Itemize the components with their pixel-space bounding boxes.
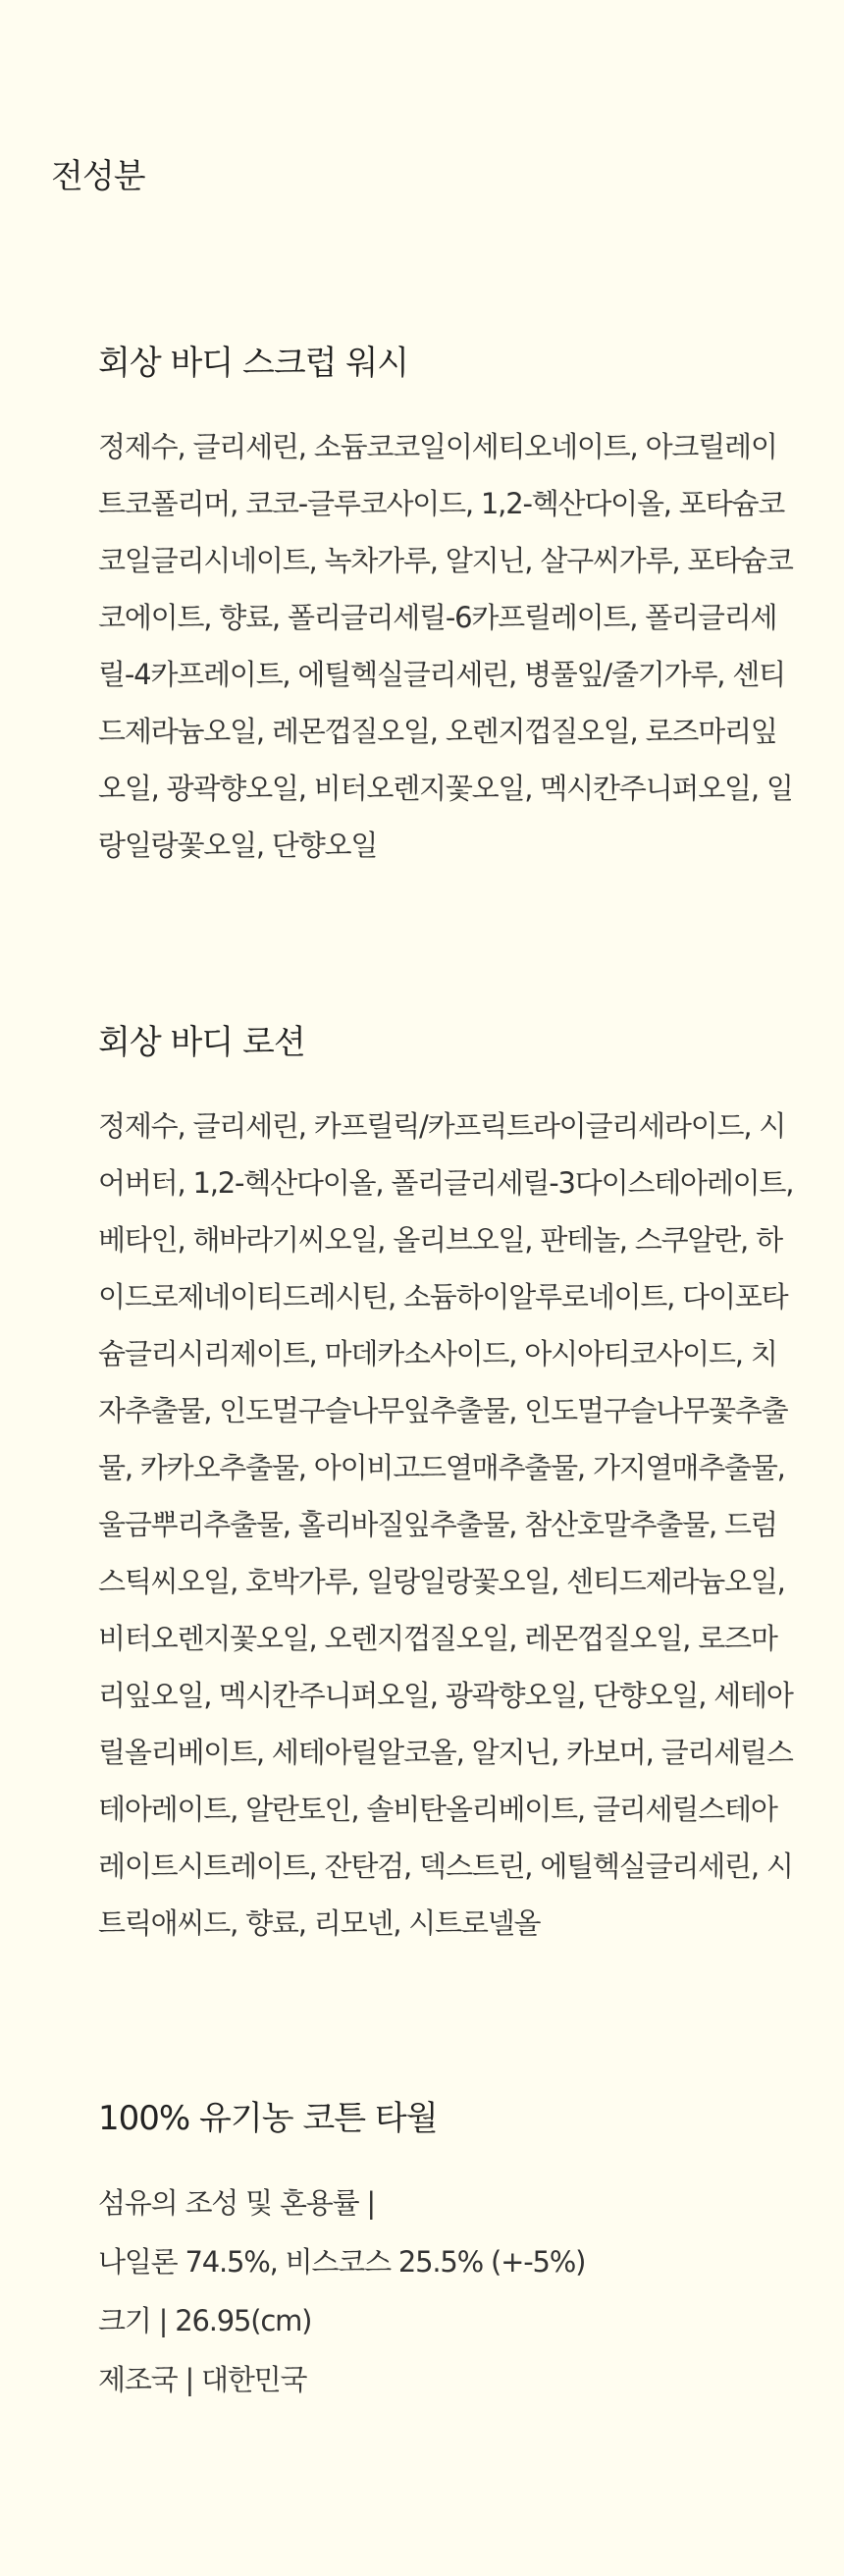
ingredient-list: 정제수, 글리세린, 소듐코코일이세티오네이트, 아크릴레이트코폴리머, 코코-글루코사이드, 1,2-헥산다이올, 포타슘코코일글리시네이트, 녹차가루, 알지닌, 살구씨가루, 포타슘코코에이트, 향료, 폴리글리세릴-6카프릴레이트, 폴리글리세릴-4카프레이트, 에틸헥실글리세린, 병풀잎/줄기가루, 센티드제라늄오일, 레몬껍질오일, 오렌지껍질오일, 로즈마리잎오일, 광곽향오일, 비터오렌지꽃오일, 멕시칸주니퍼오일, 일랑일랑꽃오일, 단향오일 — [98, 430, 793, 862]
spec-composition-value: 나일론 74.5%, 비스코스 25.5% (+-5%) — [98, 2245, 586, 2279]
section-cotton-towel — [98, 2089, 795, 2409]
spec-size: 크기 | 26.95(cm) — [98, 2304, 312, 2337]
spec-list — [98, 2174, 795, 2409]
spec-composition-label: 섬유의 조성 및 혼용률 | — [98, 2186, 375, 2220]
spec-origin: 제조국 | 대한민국 — [98, 2363, 307, 2396]
page-title: 전성분 — [51, 157, 145, 196]
section-title: 100% 유기농 코튼 타월 — [98, 2099, 438, 2138]
section-title: 회상 바디 로션 — [98, 1023, 305, 1062]
section-body-scrub-wash — [98, 334, 795, 874]
ingredient-list: 정제수, 글리세린, 카프릴릭/카프릭트라이글리세라이드, 시어버터, 1,2-헥산다이올, 폴리글리세릴-3다이스테아레이트, 베타인, 해바라기씨오일, 올리브오일, 판테놀, 스쿠알란, 하이드로제네이티드레시틴, 소듐하이알루로네이트, 다이포타슘글리시리제이트, 마데카소사이드, 아시아티코사이드, 치자추출물, 인도멀구슬나무잎추출물, 인도멀구슬나무꽃추출물, 카카오추출물, 아이비고드열매추출물, 가지열매추출물, 울금뿌리추출물, 홀리바질잎추출물, 참산호말추출물, 드럼스틱씨오일, 호박가루, 일랑일랑꽃오일, 센티드제라늄오일, 비터오렌지꽃오일, 오렌지껍질오일, 레몬껍질오일, 로즈마리잎오일, 멕시칸주니퍼오일, 광곽향오일, 단향오일, 세테아릴올리베이트, 세테아릴알코올, 알지닌, 카보머, 글리세릴스테아레이트, 알란토인, 솔비탄올리베이트, 글리세릴스테아레이트시트레이트, 잔탄검, 덱스트린, 에틸헥실글리세린, 시트릭애씨드, 향료, 리모넨, 시트로넬올 — [98, 1109, 794, 1940]
section-body-lotion — [98, 1013, 795, 1952]
section-title: 회상 바디 스크럽 워시 — [98, 344, 409, 383]
